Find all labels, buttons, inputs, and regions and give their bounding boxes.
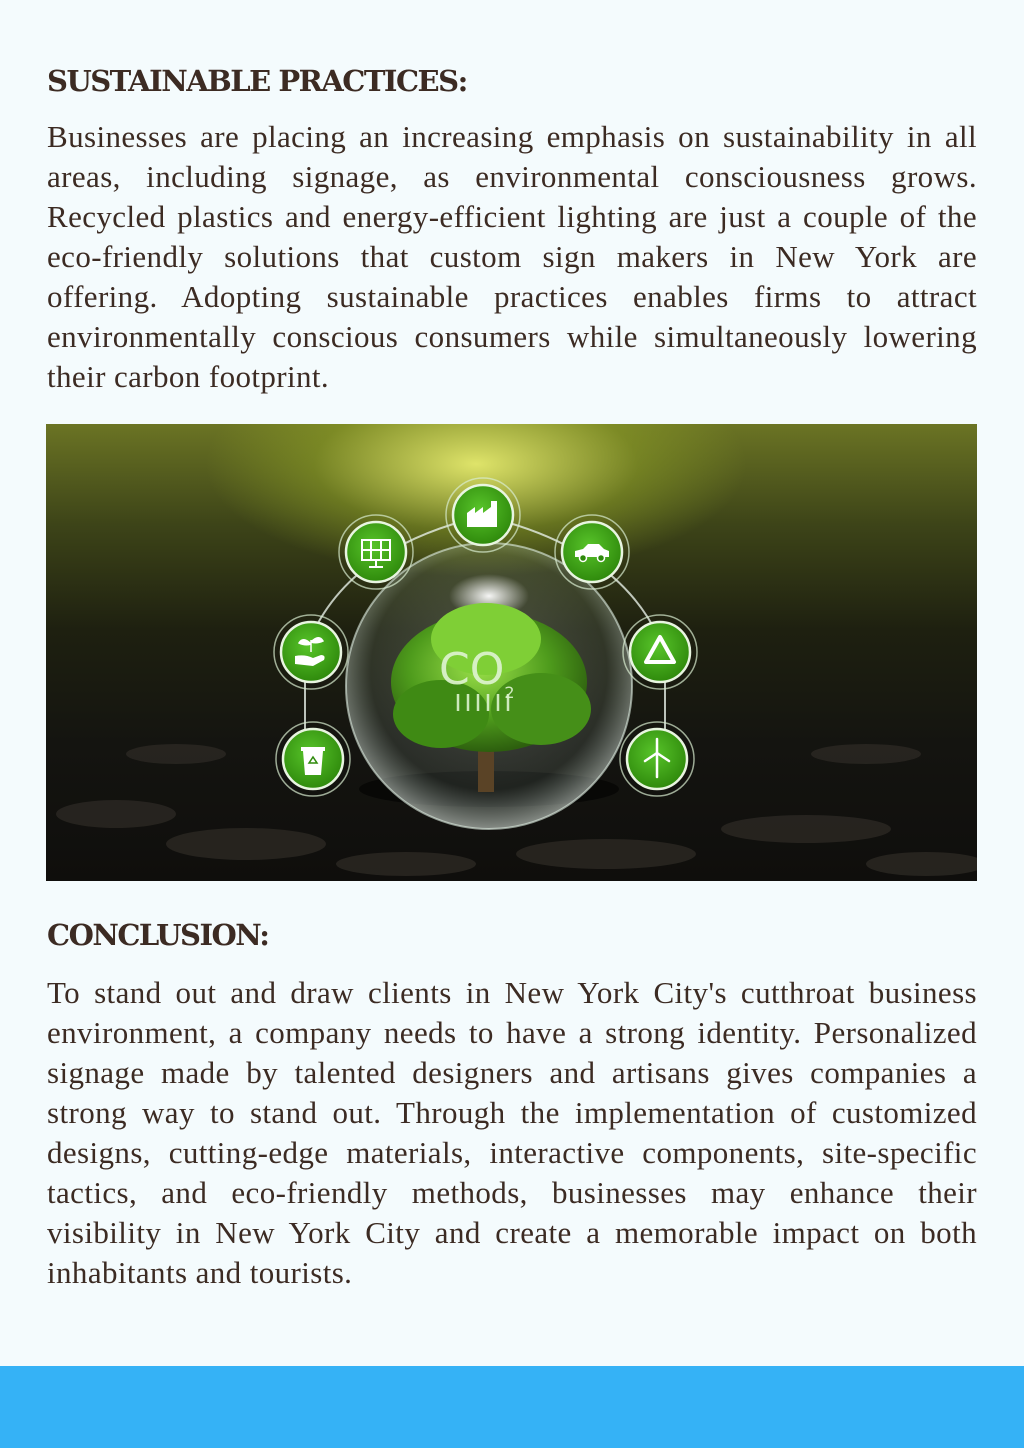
section-title-sustainable: SUSTAINABLE PRACTICES: (47, 64, 467, 98)
factory-icon (446, 478, 520, 552)
recycle-bin-icon (276, 722, 350, 796)
plant-in-hand-icon (274, 615, 348, 689)
wind-turbine-icon (620, 722, 694, 796)
footer-bar (0, 1366, 1024, 1448)
solar-panel-icon (339, 515, 413, 589)
recycle-icon (623, 615, 697, 689)
eco-co2-photo (46, 424, 977, 881)
co2-label: $CO_2$ (439, 644, 515, 702)
electric-car-icon (555, 515, 629, 589)
conclusion-paragraph: To stand out and draw clients in New York City's cutthroat business environment, a company needs to have a strong identity. Personalized signage made by talented designers and artisans gives companies a strong way to stand out. Through the implementation of customized designs, cutting-edge materials, interactive components, site-specific tactics, and eco-friendly methods, businesses may enhance their visibility in New York City and create a memorable impact on both inhabitants and tourists. (47, 975, 977, 1290)
sustainable-paragraph: Businesses are placing an increasing emphasis on sustainability in all areas, including signage, as environmental consciousness grows. Recycled plastics and energy-efficient lighting are just a couple of the eco-friendly solutions that custom sign makers in New York are offering. Adopting sustainable practices enables firms to attract environmentally conscious consumers while simultaneously lowering their carbon footprint. (47, 119, 977, 394)
section-title-conclusion: CONCLUSION: (47, 918, 269, 952)
